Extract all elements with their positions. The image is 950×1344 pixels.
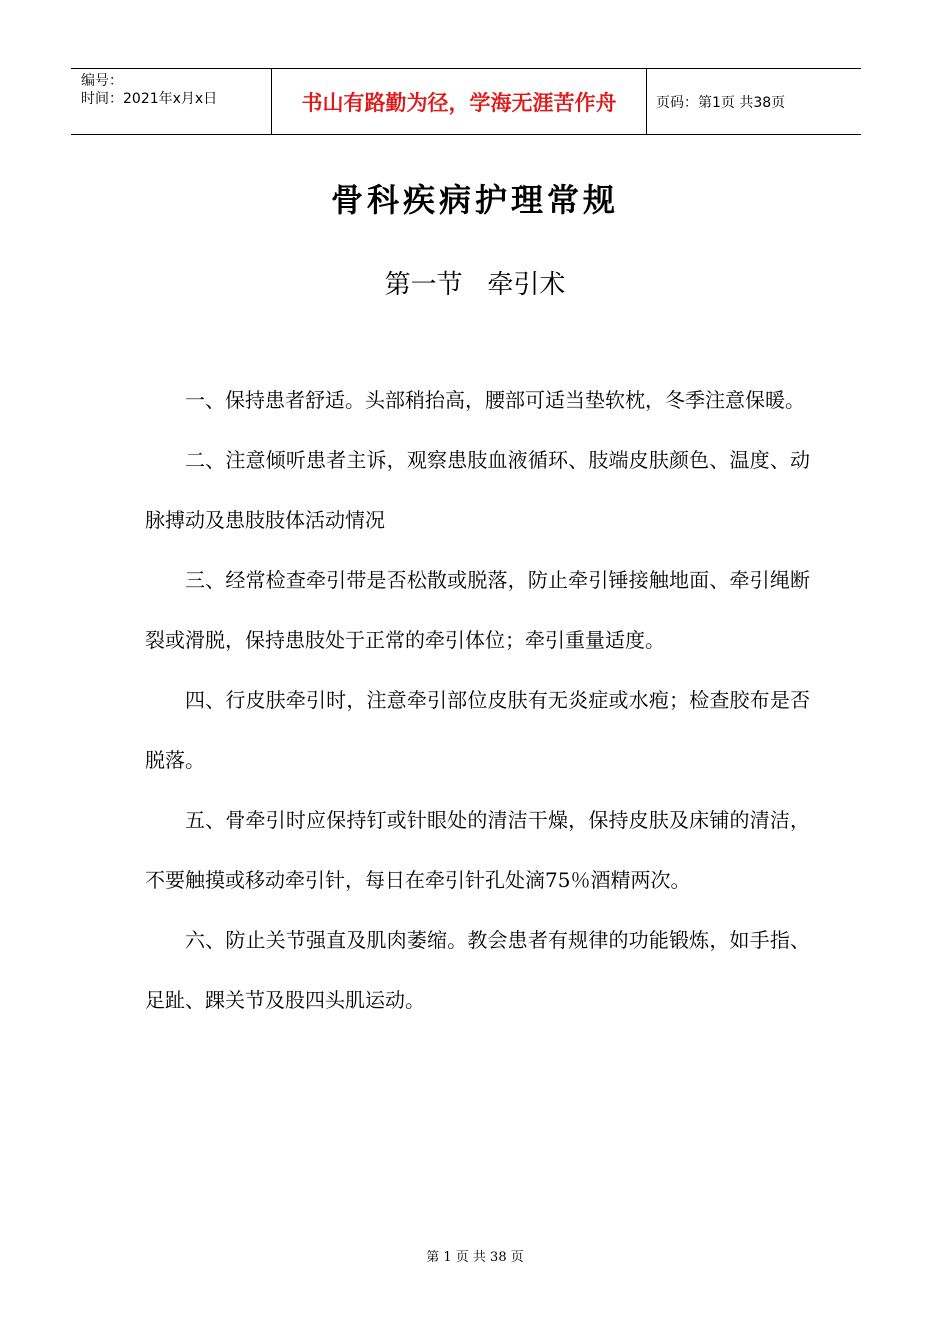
document-title: 骨科疾病护理常规 bbox=[330, 181, 619, 219]
header-meta-cell bbox=[71, 69, 272, 134]
paragraph-3: 三、经常检查牵引带是否松散或脱落，防止牵引锤接触地面、牵引绳断裂或滑脱，保持患肢处于正常的牵引体位；牵引重量适度。 bbox=[145, 568, 810, 652]
page-footer: 第 1 页 共 38 页 bbox=[426, 1250, 524, 1265]
document-body bbox=[145, 370, 810, 1030]
header-motto: 书山有路勤为径，学海无涯苦作舟 bbox=[272, 69, 647, 134]
paragraph-2: 二、注意倾听患者主诉，观察患肢血液循环、肢端皮肤颜色、温度、动脉搏动及患肢肢体活动情况 bbox=[145, 448, 810, 532]
paragraph-4: 四、行皮肤牵引时，注意牵引部位皮肤有无炎症或水疱；检查胶布是否脱落。 bbox=[145, 688, 810, 772]
paragraph-1: 一、保持患者舒适。头部稍抬高，腰部可适当垫软枕，冬季注意保暖。 bbox=[185, 388, 805, 412]
time-label: 时间：2021年x月x日 bbox=[81, 91, 218, 107]
paragraph-6: 六、防止关节强直及肌肉萎缩。教会患者有规律的功能锻炼，如手指、足趾、踝关节及股四头肌运动。 bbox=[145, 928, 810, 1012]
serial-label: 编号： bbox=[81, 73, 123, 89]
page-header bbox=[71, 68, 861, 135]
section-title: 第一节 牵引术 bbox=[384, 270, 566, 300]
paragraph-5: 五、骨牵引时应保持钉或针眼处的清洁干燥，保持皮肤及床铺的清洁，不要触摸或移动牵引针，每日在牵引针孔处滴75％酒精两次。 bbox=[145, 808, 810, 892]
header-page-info: 页码：第1页 共38页 bbox=[656, 94, 786, 111]
